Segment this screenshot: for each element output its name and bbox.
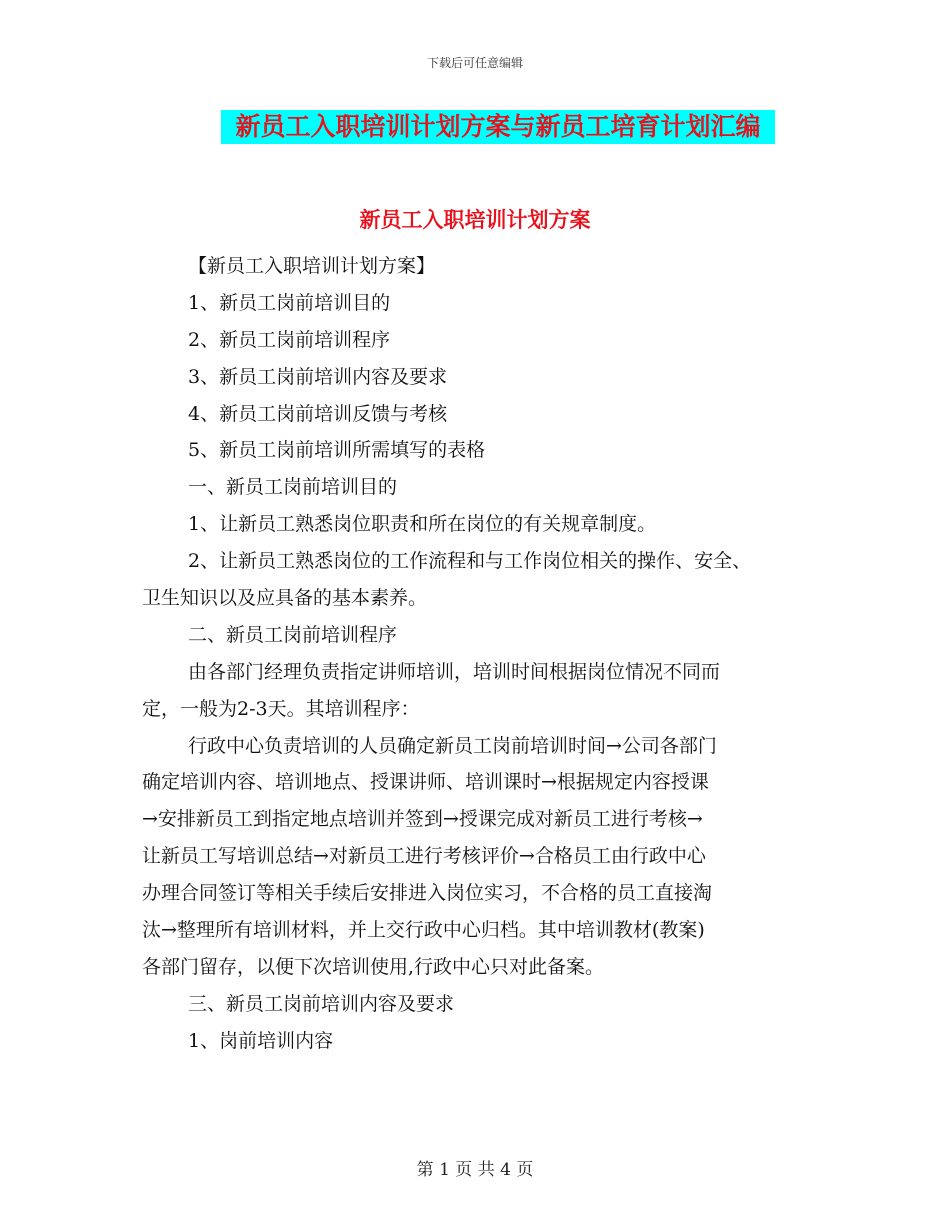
text-line: 各部门留存，以便下次培训使用,行政中心只对此备案。 [142,955,605,978]
text-line: 二、新员工岗前培训程序 [188,623,398,646]
document-main-title: 新员工入职培训计划方案与新员工培育计划汇编 [221,110,775,144]
text-line: 【新员工入职培训计划方案】 [188,255,436,277]
text-line: 1、新员工岗前培训目的 [188,291,391,314]
text-line: 由各部门经理负责指定讲师培训，培训时间根据岗位情况不同而 [188,660,721,683]
text-line: 让新员工写培训总结→对新员工进行考核评价→合格员工由行政中心 [142,845,706,868]
text-line: 确定培训内容、培训地点、授课讲师、培训课时→根据规定内容授课 [142,771,709,794]
text-line: →安排新员工到指定地点培训并签到→授课完成对新员工进行考核→ [142,808,703,831]
text-line: 1、岗前培训内容 [188,1029,334,1052]
text-line: 2、新员工岗前培训程序 [188,328,391,351]
page-header-note: 下载后可任意编辑 [426,56,523,70]
text-line: 5、新员工岗前培训所需填写的表格 [188,439,486,462]
document-body [142,248,832,1060]
text-line: 卫生知识以及应具备的基本素养。 [142,587,428,610]
text-line: 一、新员工岗前培训目的 [188,476,398,499]
section-title: 新员工入职培训计划方案 [359,208,591,232]
text-line: 2、让新员工熟悉岗位的工作流程和与工作岗位相关的操作、安全、 [188,550,752,573]
text-line: 三、新员工岗前培训内容及要求 [188,992,455,1015]
text-line: 定，一般为2-3天。其培训程序： [142,697,420,720]
text-line: 3、新员工岗前培训内容及要求 [188,365,448,388]
page-footer: 第 1 页 共 4 页 [416,1160,534,1180]
text-line: 办理合同签订等相关手续后安排进入岗位实习，不合格的员工直接淘 [142,882,713,905]
text-line: 行政中心负责培训的人员确定新员工岗前培训时间→公司各部门 [188,734,717,757]
text-line: 汰→整理所有培训材料，并上交行政中心归档。其中培训教材(教案) [142,919,705,942]
text-line: 1、让新员工熟悉岗位职责和所在岗位的有关规章制度。 [188,513,657,536]
text-line: 4、新员工岗前培训反馈与考核 [188,402,448,425]
